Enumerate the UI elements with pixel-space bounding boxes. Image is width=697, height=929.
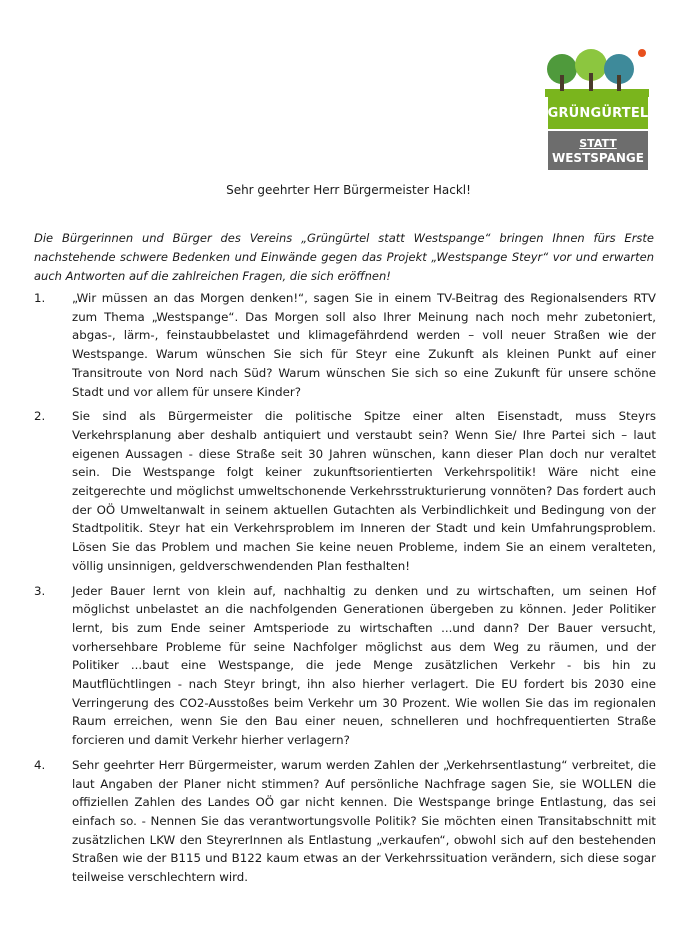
- point-number: 3.: [34, 583, 46, 598]
- point-text: Sehr geehrter Herr Bürgermeister, warum werden Zahlen der „Verkehrsentlastung“ verbreitet, die laut Angaben der Planer nicht stimmen? Auf persönliche Nachfrage sagen Sie, sie WOLLEN die offiziellen Zahlen des Landes OÖ gar nicht kennen. Die Westspange bringe Entlastung, das sei einfach so. - Nennen Sie das verantwortungsvolle Politik? Sie möchten einen Transitabschnitt mit zusätzlichen LKW den SteyrerInnen als Entlastung „verkaufen“, obwohl sich auf den bestehenden Straßen wie der B115 und B122 kaum etwas an der Verkehrssituation verändern, sich diese sogar teilweise verschlechtern wird.: [72, 757, 656, 885]
- point-4: [34, 756, 656, 887]
- letter-salutation: Sehr geehrter Herr Bürgermeister Hackl!: [226, 183, 471, 197]
- point-number: 1.: [34, 291, 46, 305]
- logo-name-green: GRÜNGÜRTEL: [548, 97, 648, 129]
- point-text: Sie sind als Bürgermeister die politische Spitze einer alten Eisenstadt, muss Steyrs Verkehrsplanung aber deshalb antiquiert und verstaubt sein? Wenn Sie/ Ihre Partei sich – laut eigenen Aussagen - diese Straße seit 30 Jahren wünschen, kann dieser Plan doch nur veraltet sein. Die Westspange folgt keiner zukunftsorientierten Verkehrspolitik! Wäre nicht eine zeitgerechte und möglichst umweltschonende Verkehrsstrukturierung vonnöten? Das fordert auch der OÖ Umweltanwalt in seinem aktuellen Gutachten als Verbindlichkeit und Bedingung von der Stadtpolitik. Steyr hat ein Verkehrsproblem im Inneren der Stadt und kein Umfahrungsproblem. Lösen Sie das Problem und machen Sie keine neuen Probleme, indem Sie an einem veralteten, völlig unsinnigen, geldverschwendenden Plan festhalten!: [72, 409, 656, 573]
- organization-logo: [545, 45, 649, 170]
- point-3: [34, 582, 656, 750]
- logo-name-grey: [548, 131, 648, 170]
- point-text: „Wir müssen an das Morgen denken!“, sagen Sie in einem TV-Beitrag des Regionalsenders RTV zum Thema „Westspange“. Das Morgen soll also Ihrer Meinung nach noch mehr zubetoniert, abgas-, lärm-, feinstaubbelastet und klimagefährdend werden – voll neuer Straßen wie der Westspange. Warum wünschen Sie sich für Steyr eine Zukunft als kleinen Punkt auf einer Transitroute von Nord nach Süd? Warum wünschen Sie sich so eine Zukunft für unsere schöne Stadt und vor allem für unsere Kinder?: [72, 291, 656, 399]
- points-list: [34, 289, 656, 893]
- logo-westspange: WESTSPANGE: [552, 150, 644, 165]
- trees-icon: [545, 45, 649, 97]
- point-number: 4.: [34, 757, 46, 772]
- point-number: 2.: [34, 409, 46, 424]
- letter-intro: Die Bürgerinnen und Bürger des Vereins „Grüngürtel statt Westspange“ bringen Ihnen fürs Erste nachstehende schwere Bedenken und Einwände gegen das Projekt „Westspange Steyr“ vor und erwarten auch Antworten auf die zahlreichen Fragen, die sich eröffnen!: [34, 231, 654, 283]
- point-1: [34, 289, 656, 401]
- logo-statt: STATT: [579, 136, 617, 150]
- point-text: Jeder Bauer lernt von klein auf, nachhaltig zu denken und zu wirtschaften, um seinen Hof möglichst unbelastet an die nachfolgenden Generationen übergeben zu können. Jeder Politiker lernt, bis zum Ende seiner Amtsperiode zu wirtschaften ...und dann? Der Bauer versucht, vorhersehbare Probleme für seine Nachfolger möglichst aus dem Weg zu räumen, und der Politiker ...baut eine Westspange, die jede Menge zusätzlichen Verkehr - bis hin zu Mautflüchtlingen - nach Steyr bringt, ihn also hierher verlagert. Die EU fordert bis 2030 eine Verringerung des CO2-Ausstoßes beim Verkehr um 30 Prozent. Wie wollen Sie das im regionalen Raum erreichen, wenn Sie den Bau einer neuen, schnelleren und hochfrequentierten Straße forcieren und damit Verkehr hierher verlagern?: [72, 583, 656, 748]
- point-2: [34, 407, 656, 575]
